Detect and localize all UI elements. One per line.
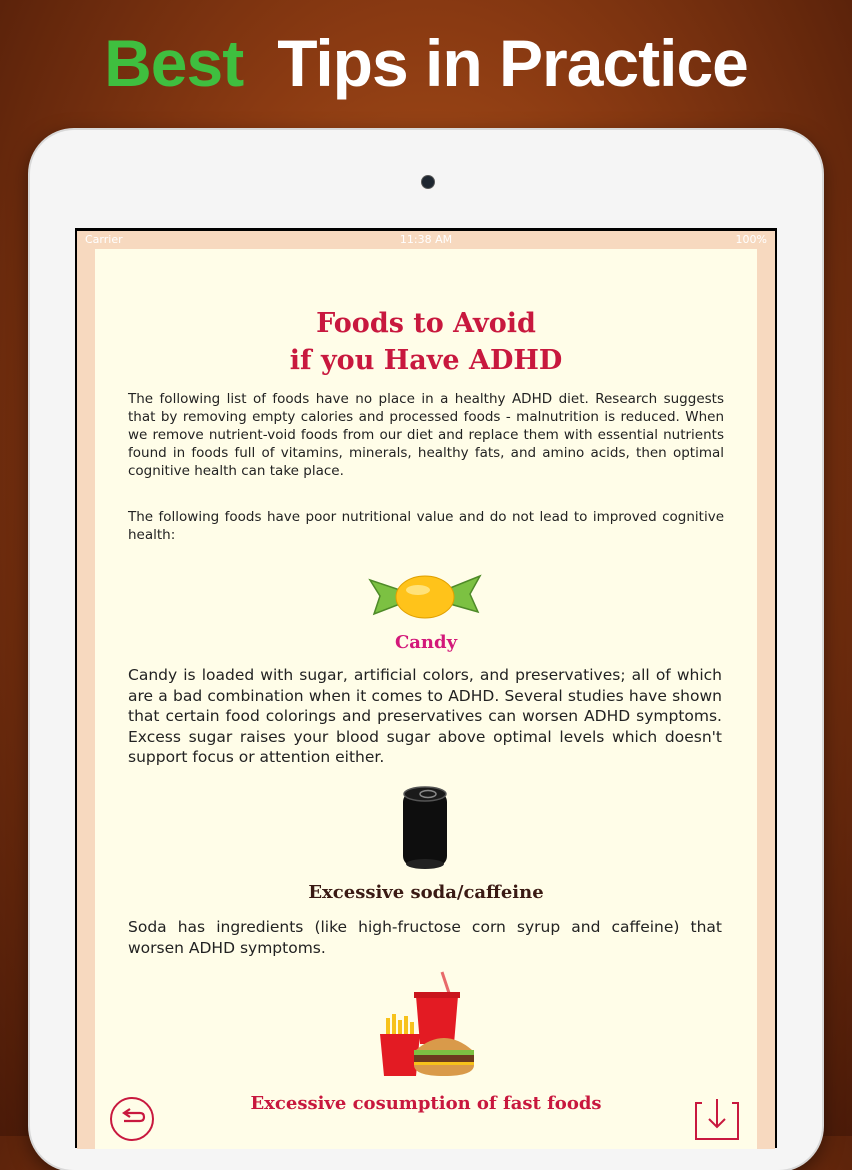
download-icon bbox=[694, 1097, 740, 1141]
soda-can-icon bbox=[400, 784, 450, 874]
back-button[interactable] bbox=[110, 1097, 154, 1141]
status-time: 11:38 AM bbox=[399, 233, 453, 246]
fast-food-icon bbox=[376, 966, 476, 1086]
download-button[interactable] bbox=[694, 1097, 740, 1141]
camera-icon bbox=[421, 175, 435, 189]
article-title-line2: if you Have ADHD bbox=[289, 345, 563, 376]
status-bar bbox=[77, 231, 775, 249]
section-body-candy: Candy is loaded with sugar, artificial colors, and preservatives; all of which are a bad combination when it comes to ADHD. Several studies have shown that certain food colorings and preservatives can worsen ADHD symptoms. Excess sugar raises your blood sugar above optimal levels which doesn't support focus or attention either. bbox=[128, 666, 722, 766]
section-heading-candy: Candy bbox=[394, 632, 458, 653]
section-heading-soda: Excessive soda/caffeine bbox=[308, 882, 544, 903]
promo-headline bbox=[0, 18, 852, 108]
article-title-line1: Foods to Avoid bbox=[316, 308, 536, 339]
intro-paragraph: The following list of foods have no place in a healthy ADHD diet. Research suggests that by removing empty calories and processed foods - malnutrition is reduced. When we remove nutrient-void foods from our diet and replace them with essential nutrients found in foods full of vitamins, minerals, healthy fats, and amino acids, then optimal cognitive health can take place. bbox=[128, 391, 724, 479]
article-title bbox=[95, 305, 757, 379]
back-arrow-icon bbox=[112, 1099, 152, 1139]
headline-rest: Tips in Practice bbox=[277, 26, 748, 100]
section-body-soda: Soda has ingredients (like high-fructose corn syrup and caffeine) that worsen ADHD symptoms. bbox=[128, 918, 722, 957]
status-battery: 100% bbox=[735, 233, 767, 246]
candy-icon bbox=[366, 568, 484, 626]
headline-accent: Best bbox=[104, 26, 244, 100]
intro-paragraph-2: The following foods have poor nutritional value and do not lead to improved cognitive health: bbox=[128, 509, 724, 543]
status-carrier: Carrier bbox=[85, 233, 123, 246]
section-heading-fast-food: Excessive cosumption of fast foods bbox=[250, 1093, 602, 1114]
